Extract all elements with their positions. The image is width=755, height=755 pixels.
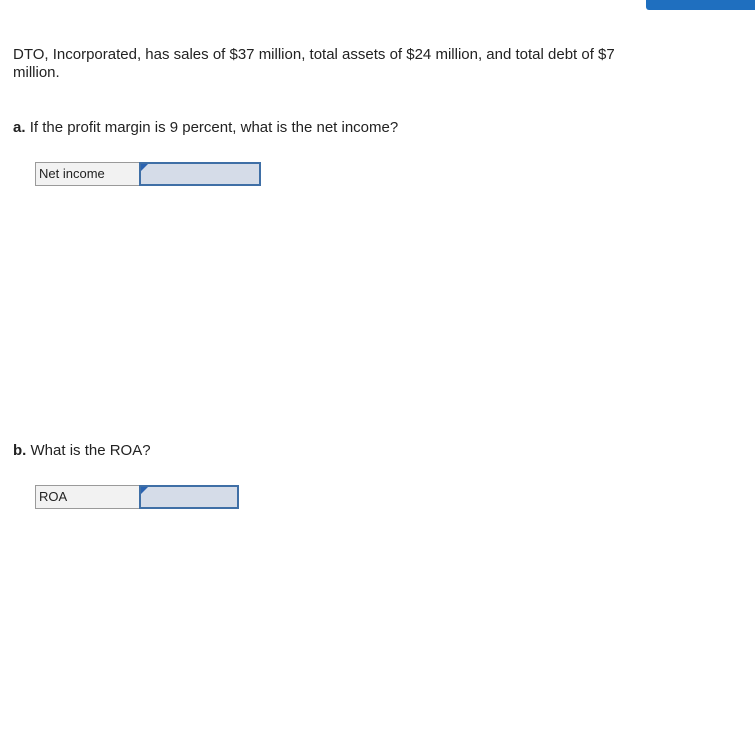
question-a-text: If the profit margin is 9 percent, what is the net income? — [29, 119, 399, 136]
question-a — [13, 119, 398, 137]
question-b-marker: b. — [13, 442, 27, 459]
problem-statement: DTO, Incorporated, has sales of $37 million, total assets of $24 million, and total debt of $7 million. — [13, 46, 615, 81]
roa-label: ROA — [35, 485, 140, 509]
net-income-input[interactable] — [139, 162, 261, 186]
roa-input[interactable] — [139, 485, 239, 509]
question-a-marker: a. — [13, 119, 26, 136]
question-b-text: What is the ROA? — [30, 442, 151, 459]
answer-row-roa — [35, 485, 239, 509]
input-corner-flag-icon — [141, 164, 148, 171]
top-right-button[interactable] — [646, 0, 755, 10]
answer-row-net-income — [35, 162, 261, 186]
question-b — [13, 442, 151, 460]
input-corner-flag-icon — [141, 487, 148, 494]
net-income-label: Net income — [35, 162, 140, 186]
